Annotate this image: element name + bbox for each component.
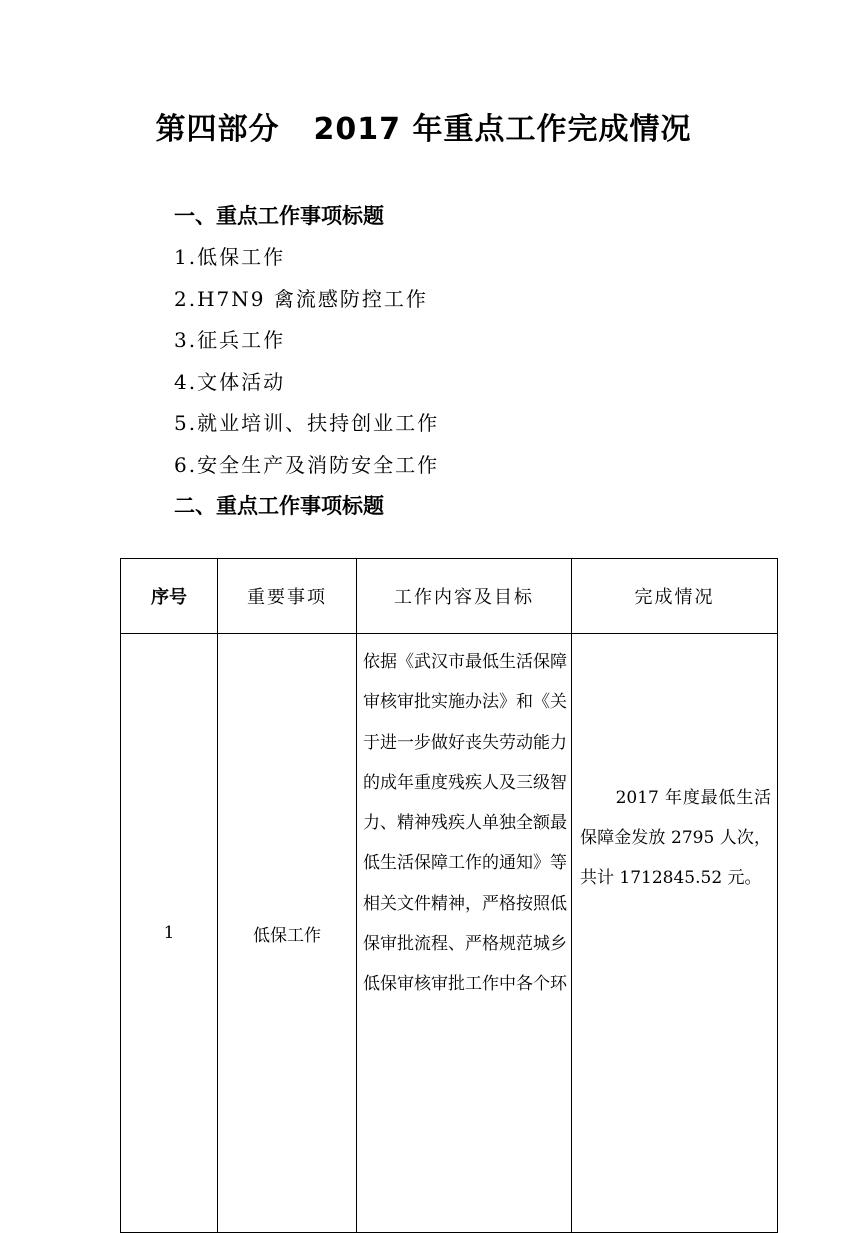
list-item: 6.安全生产及消防安全工作 xyxy=(174,453,440,477)
header-item: 重要事项 xyxy=(218,559,357,634)
list-item: 4.文体活动 xyxy=(174,370,286,394)
title-part: 第四部分 xyxy=(155,112,280,147)
work-table xyxy=(120,558,778,1233)
list-item: 3.征兵工作 xyxy=(174,328,286,352)
list-item: 1.低保工作 xyxy=(174,245,286,269)
cell-content: 依据《武汉市最低生活保障审核审批实施办法》和《关于进一步做好丧失劳动能力的成年重度残疾人及三级智力、精神残疾人单独全额最低生活保障工作的通知》等相关文件精神，严格按照低保审批流程、严格规范城乡低保审核审批工作中各个环 xyxy=(363,652,567,995)
page-title xyxy=(0,104,847,148)
section2-heading: 二、重点工作事项标题 xyxy=(174,494,384,518)
table-header-row xyxy=(121,559,778,634)
cell-result: 2017 年度最低生活保障金发放 2795 人次，共计 1712845.52 元。 xyxy=(572,634,778,1233)
list-item: 2.H7N9 禽流感防控工作 xyxy=(174,287,428,311)
list-item: 5.就业培训、扶持创业工作 xyxy=(174,411,440,435)
cell-number: 1 xyxy=(121,634,218,1233)
header-content: 工作内容及目标 xyxy=(357,559,572,634)
title-text: 2017 年重点工作完成情况 xyxy=(313,112,692,147)
table-row xyxy=(121,634,778,1233)
section1-heading: 一、重点工作事项标题 xyxy=(174,204,384,228)
cell-content-container xyxy=(357,634,572,1233)
cell-item: 低保工作 xyxy=(218,634,357,1233)
header-number: 序号 xyxy=(121,559,218,634)
header-result: 完成情况 xyxy=(572,559,778,634)
